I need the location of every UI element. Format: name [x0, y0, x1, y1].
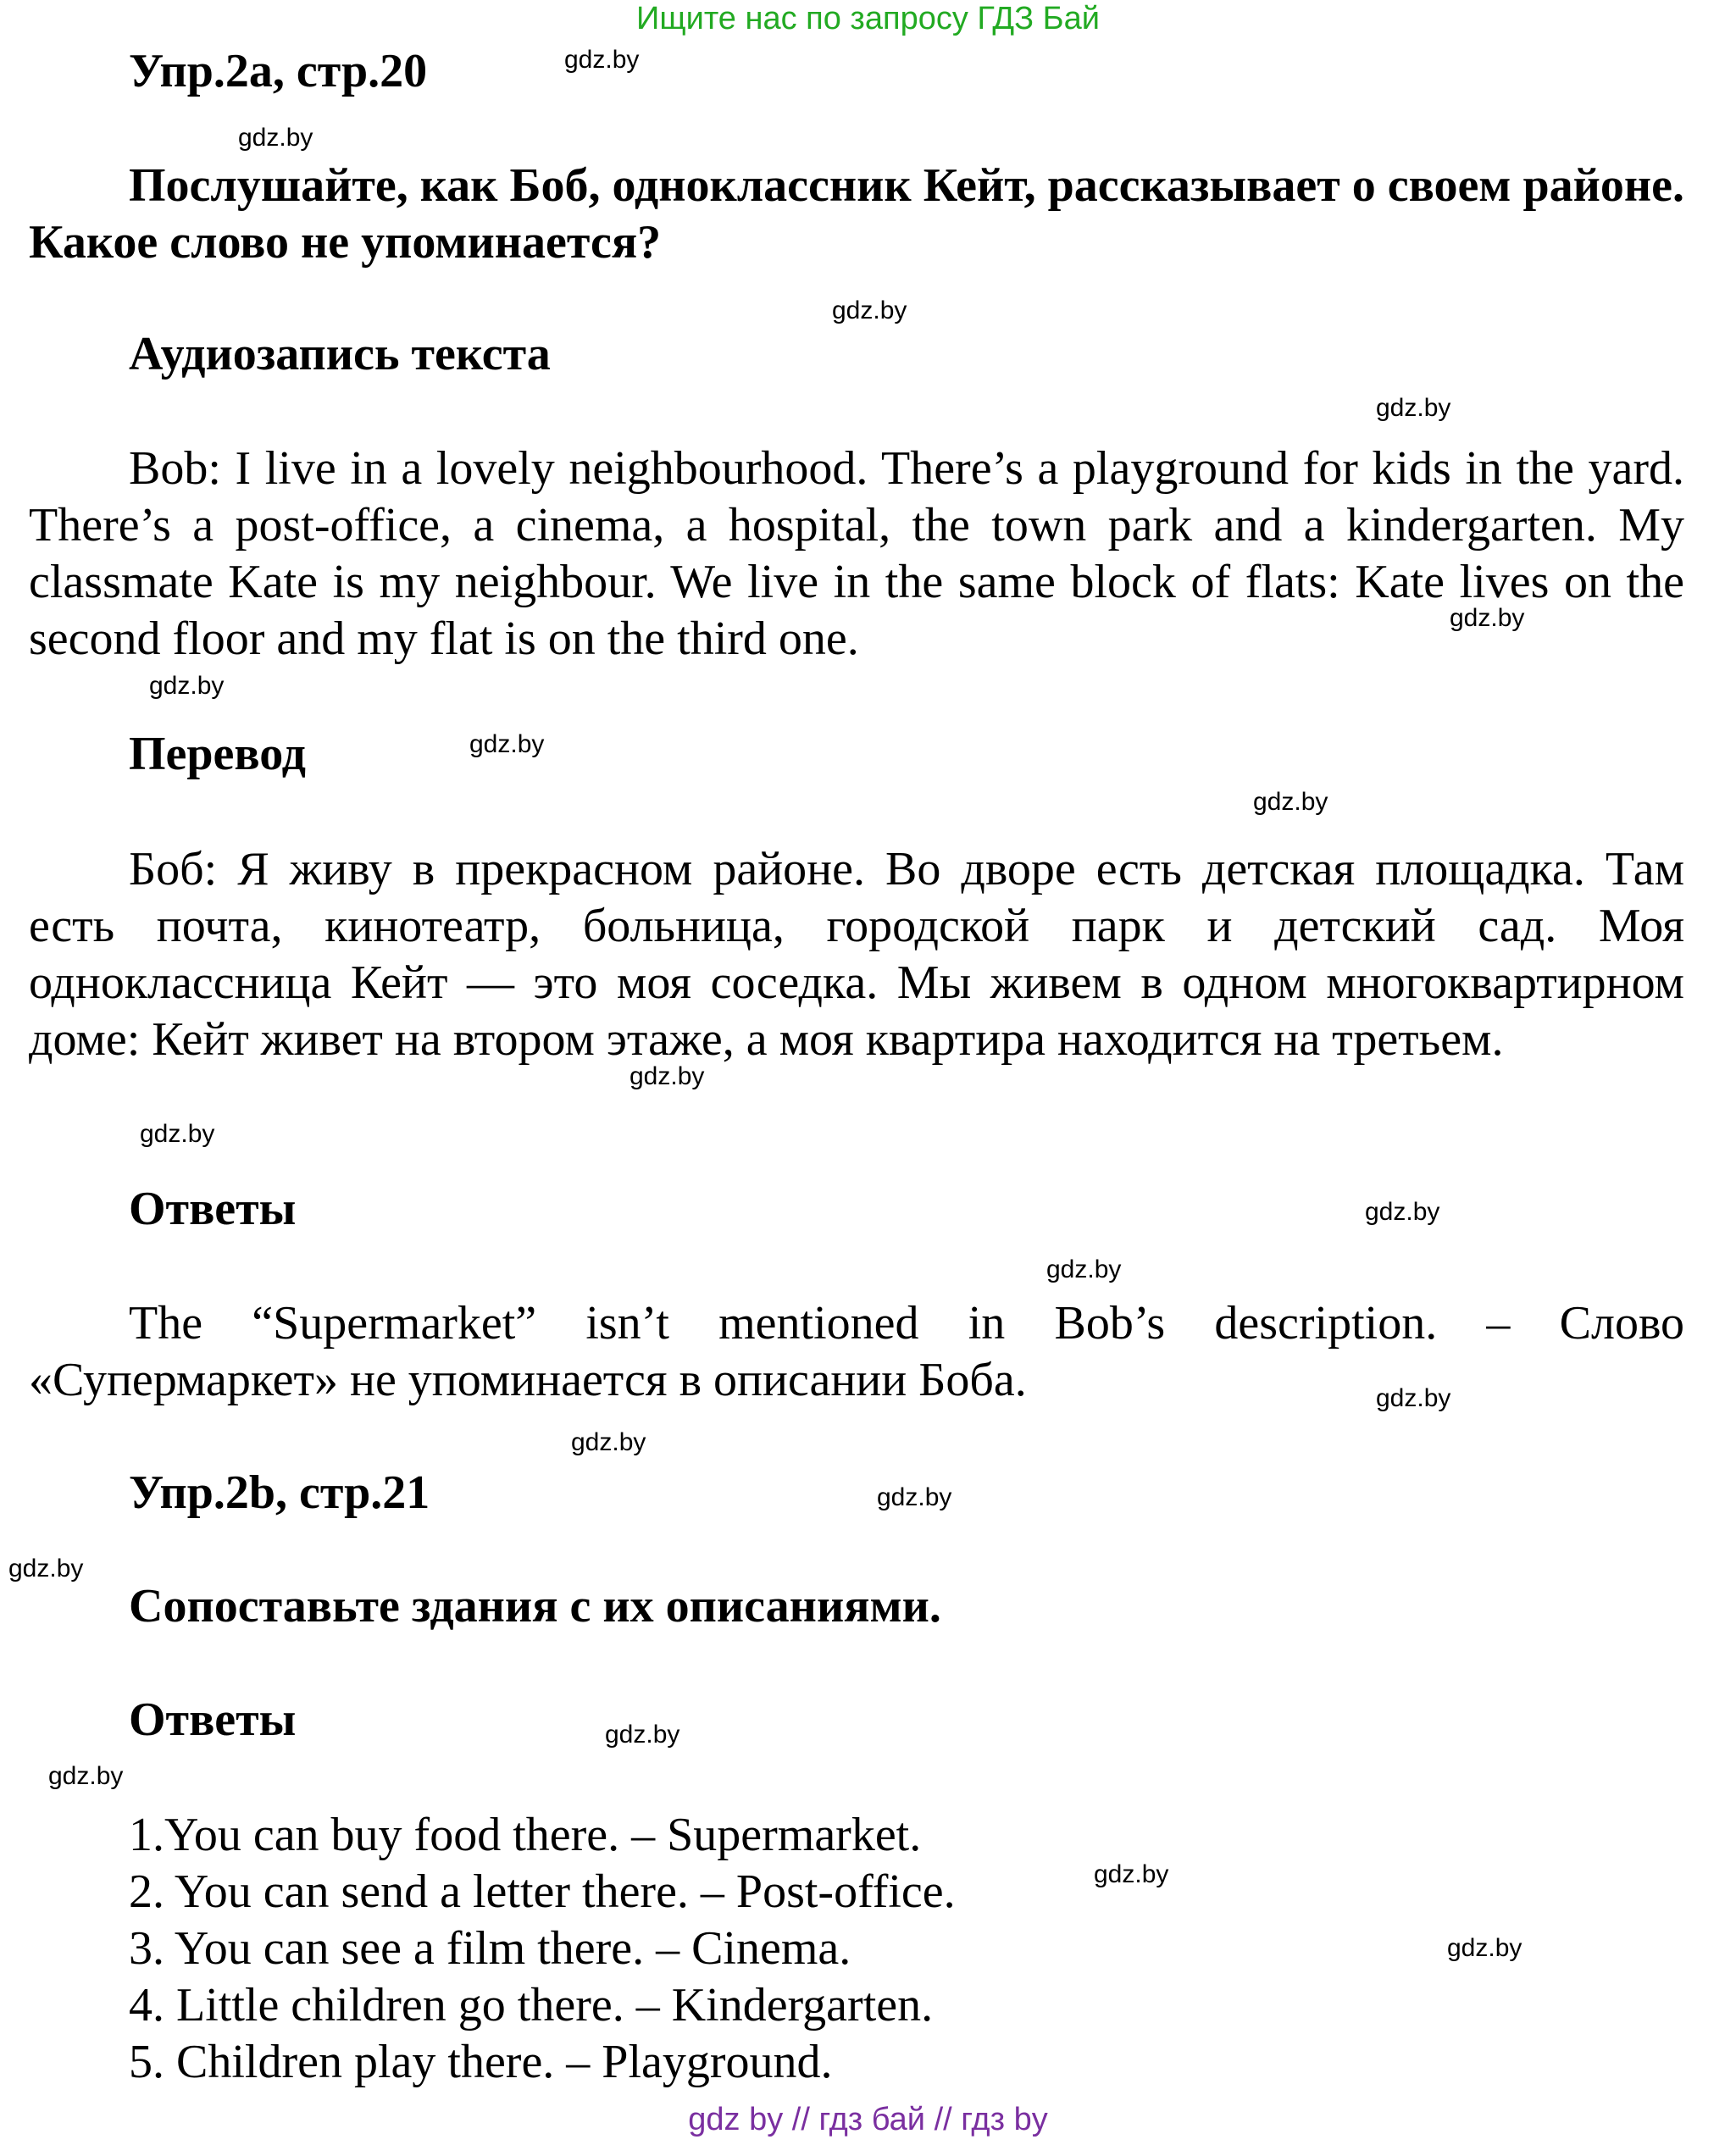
answers-heading-2a: Ответы	[129, 1183, 297, 1235]
answers-heading-2b: Ответы	[129, 1693, 297, 1746]
watermark: gdz.by	[564, 46, 640, 74]
exercise-2b-title: Упр.2b, стр.21	[129, 1466, 430, 1519]
watermark: gdz.by	[877, 1483, 952, 1511]
answers-list-2b	[129, 1807, 1400, 2091]
exercise-2b-task: Сопоставьте здания с их описаниями.	[129, 1580, 941, 1632]
audio-heading: Аудиозапись текста	[129, 328, 551, 380]
watermark: gdz.by	[1376, 394, 1451, 422]
list-item: 4. Little children go there. – Kindergarten.	[129, 1979, 934, 2031]
watermark: gdz.by	[8, 1555, 84, 1582]
translation-text: Боб: Я живу в прекрасном районе. Во дворе есть детская площадка. Там есть почта, кинотеатр, больница, городской парк и детский сад. Моя одноклассница Кейт — это моя соседка. Мы живем в одном многоквартирном доме: Кейт живет на втором этаже, а моя квартира находится на третьем.	[29, 843, 1684, 1066]
top-banner-link[interactable]: Ищите нас по запросу ГДЗ Бай	[636, 1, 1100, 36]
watermark: gdz.by	[238, 124, 313, 152]
watermark: gdz.by	[1376, 1384, 1451, 1412]
list-item: 5. Children play there. – Playground.	[129, 2036, 833, 2088]
exercise-2a-title: Упр.2а, стр.20	[129, 45, 428, 97]
watermark: gdz.by	[1046, 1255, 1122, 1283]
list-item: 1.You can buy food there. – Supermarket.	[129, 1809, 922, 1861]
watermark: gdz.by	[149, 672, 225, 700]
watermark: gdz.by	[469, 730, 545, 758]
watermark: gdz.by	[571, 1428, 646, 1456]
exercise-2a-task: Послушайте, как Боб, одноклассник Кейт, рассказывает о своем районе. Какое слово не упоминается?	[29, 159, 1684, 269]
watermark: gdz.by	[1447, 1934, 1522, 1962]
watermark: gdz.by	[630, 1062, 705, 1090]
bottom-banner-link[interactable]: gdz by // гдз бай // гдз by	[688, 2102, 1048, 2137]
translation-heading: Перевод	[129, 728, 306, 780]
list-item: 3. You can see a film there. – Cinema.	[129, 1922, 851, 1975]
watermark: gdz.by	[48, 1762, 124, 1790]
watermark: gdz.by	[1253, 788, 1328, 816]
answer-text-2a: The “Supermarket” isn’t mentioned in Bob’s description. – Слово «Супермаркет» не упоминается в описании Боба.	[29, 1297, 1684, 1406]
list-item: 2. You can send a letter there. – Post-office.	[129, 1865, 956, 1918]
watermark: gdz.by	[140, 1120, 215, 1148]
audio-text: Bob: I live in a lovely neighbourhood. There’s a playground for kids in the yard. There’s a post-office, a cinema, a hospital, the town park and a kindergarten. My classmate Kate is my neighbour. We live in the same block of flats: Kate lives on the second floor and my flat is on the third one.	[29, 442, 1684, 665]
watermark: gdz.by	[832, 297, 907, 324]
watermark: gdz.by	[605, 1721, 680, 1749]
watermark: gdz.by	[1094, 1860, 1169, 1888]
watermark: gdz.by	[1365, 1198, 1440, 1226]
watermark: gdz.by	[1450, 604, 1525, 632]
